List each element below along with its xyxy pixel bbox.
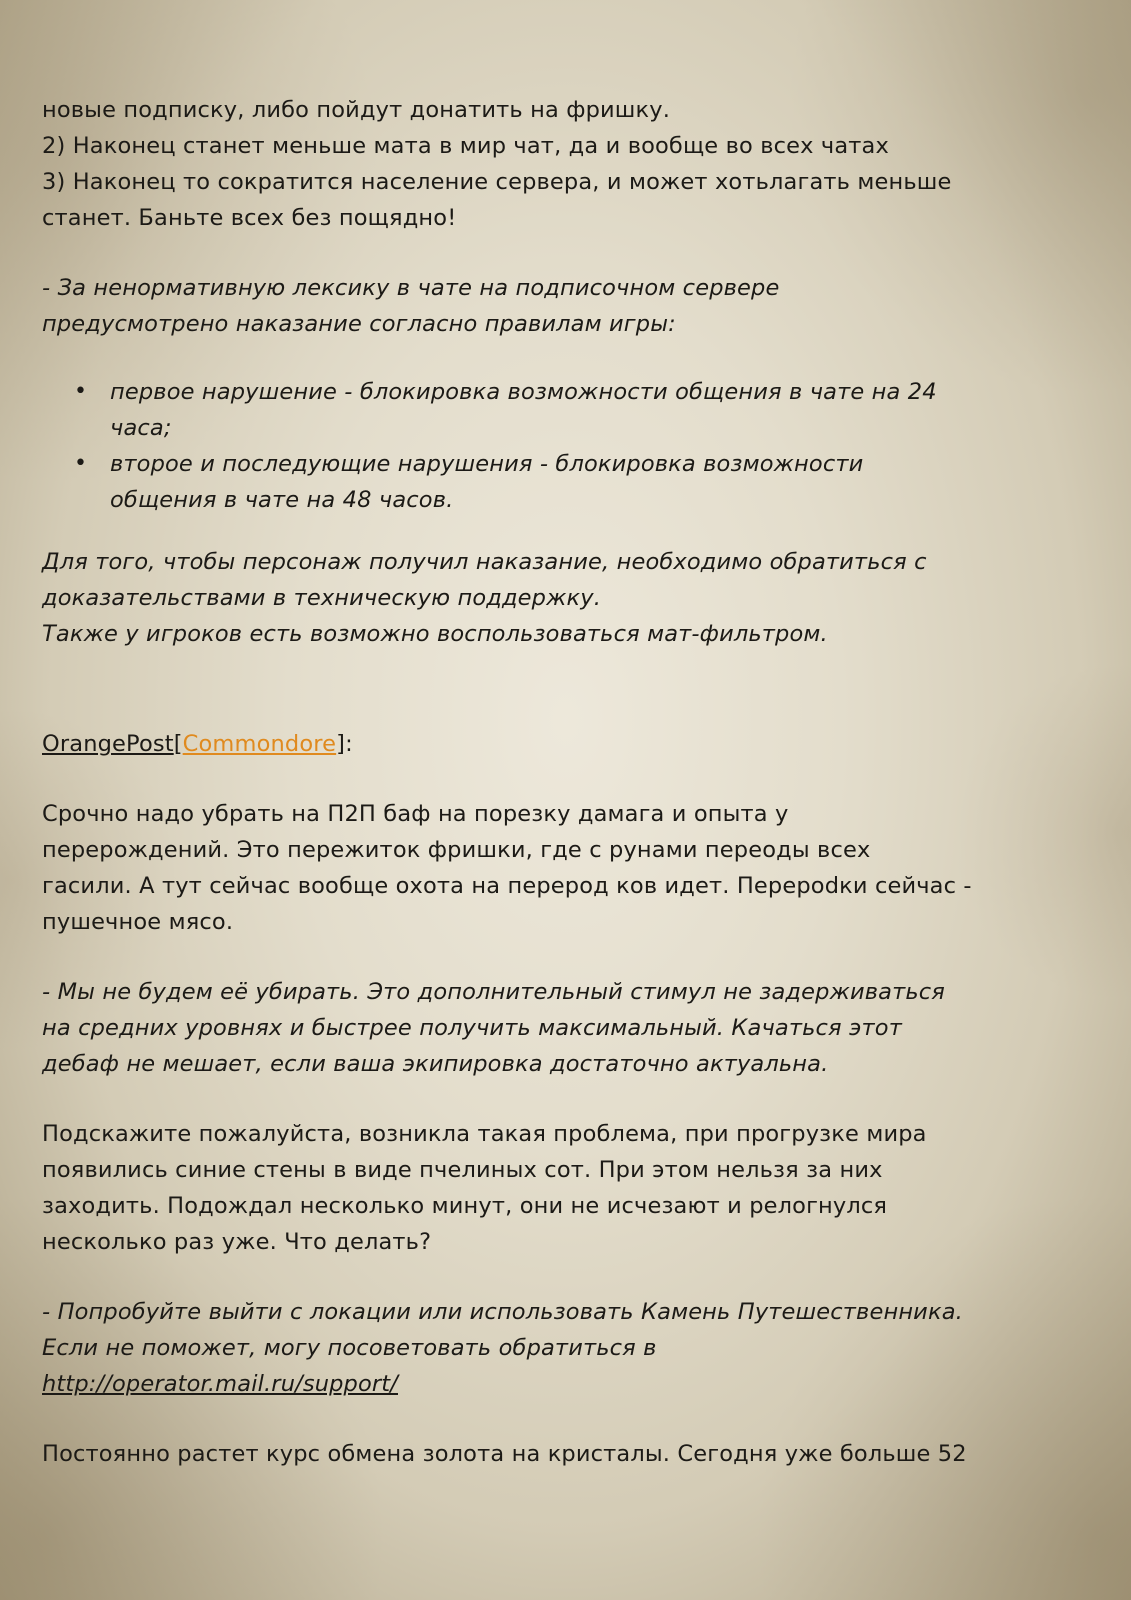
answer-line: дебаф не мешает, если ваша экипировка достаточно актуальна. (42, 1051, 829, 1077)
text-line: новые подписку, либо пойдут донатить на фришку. (42, 97, 671, 123)
question-line: несколько раз уже. Что делать? (42, 1229, 432, 1255)
answer-line: предусмотрено наказание согласно правилам игры: (42, 311, 676, 337)
answer-line: Для того, чтобы персонаж получил наказание, необходимо обратиться с (42, 549, 927, 575)
bracket-colon: ]: (336, 731, 353, 757)
question-line: Постоянно растет курс обмена золота на кристалы. Сегодня уже больше 52 (42, 1441, 967, 1467)
text-line: 2) Наконец станет меньше мата в мир чат, да и вообще во всех чатах (42, 133, 889, 159)
list-item: первое нарушение - блокировка возможности общения в чате на 24 (110, 379, 937, 405)
bullet-icon: • (74, 379, 87, 404)
answer-line: доказательствами в техническую поддержку. (42, 585, 602, 611)
document-page (42, 0, 1087, 1600)
question-line: гасили. А тут сейчас вообще охота на перерод ков идет. Перероdки сейчас - (42, 873, 972, 899)
answer-line: на средних уровнях и быстрее получить максимальный. Качаться этот (42, 1015, 902, 1041)
support-link[interactable]: http://operator.mail.ru/support/ (42, 1371, 398, 1397)
bracket: [ (173, 731, 183, 757)
author-rank[interactable]: Commondore (182, 731, 337, 757)
text-line: станет. Баньте всех без пощядно! (42, 205, 457, 231)
question-line: Подскажите пожалуйста, возникла такая проблема, при прогрузке мира (42, 1121, 927, 1147)
question-line: появились синие стены в виде пчелиных сот. При этом нельзя за них (42, 1157, 883, 1183)
question-line: Срочно надо убрать на П2П баф на порезку дамага и опыта у (42, 801, 789, 827)
author-name[interactable]: OrangePost (42, 731, 174, 757)
text-line: 3) Наконец то сократится население сервера, и может хотьлагать меньше (42, 169, 952, 195)
list-item: общения в чате на 48 часов. (110, 487, 454, 513)
link-line (42, 1366, 398, 1402)
post-header (42, 726, 353, 762)
answer-line: Также у игроков есть возможно воспользоваться мат-фильтром. (42, 621, 828, 647)
list-item: второе и последующие нарушения - блокировка возможности (110, 451, 864, 477)
answer-line: Если не поможет, могу посоветовать обратиться в (42, 1335, 657, 1361)
question-line: заходить. Подождал несколько минут, они не исчезают и релогнулся (42, 1193, 888, 1219)
question-line: перерождений. Это пережиток фришки, где с рунами переоды всех (42, 837, 871, 863)
answer-line: - За ненормативную лексику в чате на подписочном сервере (42, 275, 780, 301)
bullet-icon: • (74, 451, 87, 476)
question-line: пушечное мясо. (42, 909, 234, 935)
answer-line: - Мы не будем её убирать. Это дополнительный стимул не задерживаться (42, 979, 945, 1005)
answer-line: - Попробуйте выйти с локации или использовать Камень Путешественника. (42, 1299, 963, 1325)
list-item: часа; (110, 415, 172, 441)
